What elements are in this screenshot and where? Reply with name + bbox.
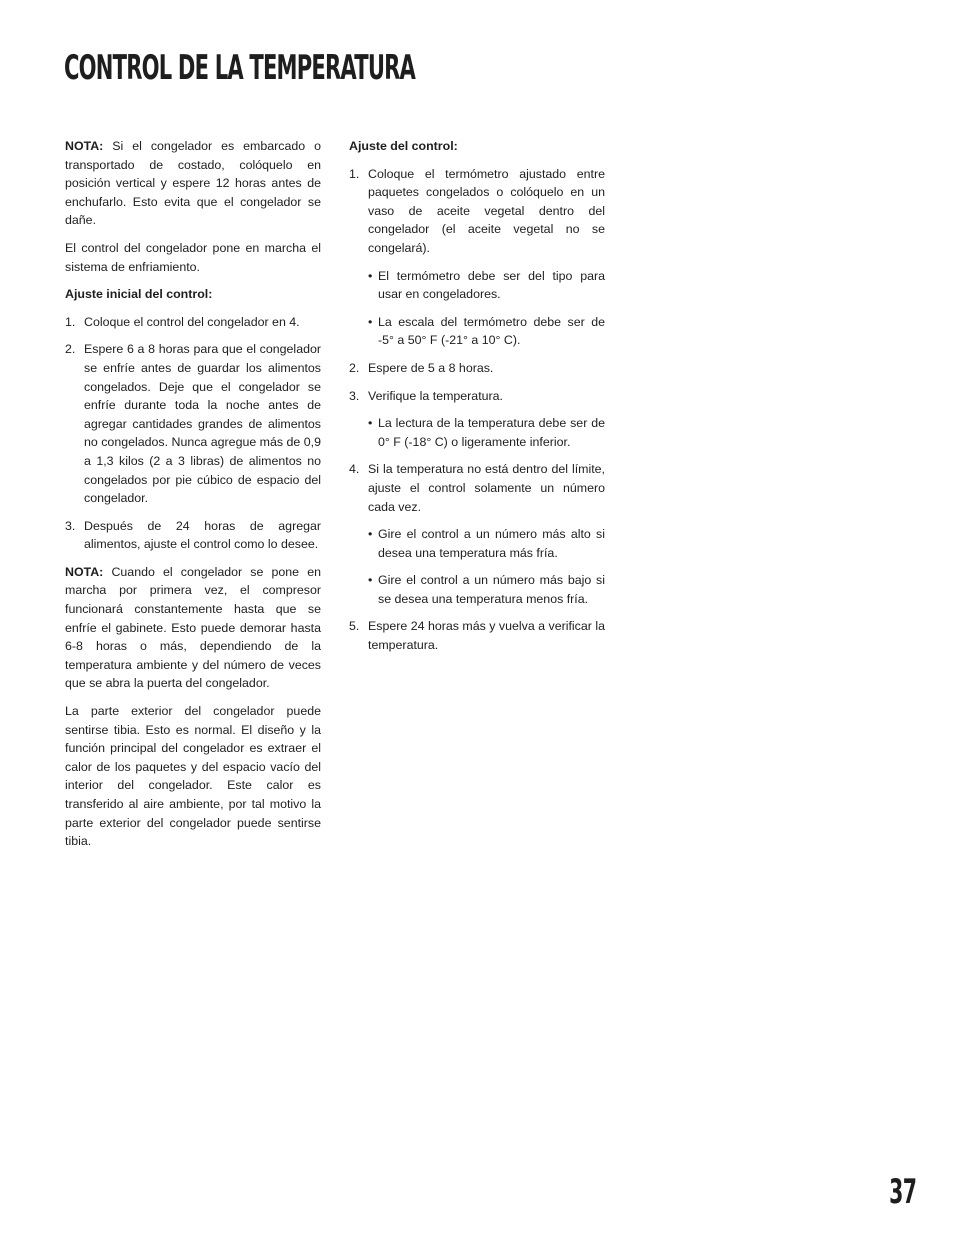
right-column xyxy=(349,137,605,664)
list-number: 1. xyxy=(65,314,76,329)
bullet-item xyxy=(368,267,605,304)
exterior-paragraph: La parte exterior del congelador puede sentirse tibia. Esto es normal. El diseño y la función principal del congelador es extraer el calor de los paquetes y del espacio vacío del interior del congelador. Este calor es transferido al aire ambiente, por tal motivo la parte exterior del congelador puede sentirse tibia. xyxy=(65,704,321,849)
list-number: 2. xyxy=(65,342,76,357)
note-text: Si el congelador es embarcado o transportado de costado, colóquelo en posición vertical y espere 12 horas antes de enchufarlo. Esto evita que el congelador se dañe. xyxy=(65,139,321,228)
list-text: Coloque el termómetro ajustado entre paquetes congelados o colóquelo en un vaso de aceite vegetal dentro del congelador (el aceite vegetal no se congelará). xyxy=(368,166,605,255)
bullet-icon: • xyxy=(368,416,373,431)
bullet-text: El termómetro debe ser del tipo para usar en congeladores. xyxy=(378,268,605,302)
bullet-icon: • xyxy=(368,268,373,283)
list-number: 3. xyxy=(65,518,76,533)
intro-paragraph: El control del congelador pone en marcha el sistema de enfriamiento. xyxy=(65,240,321,274)
bullet-icon: • xyxy=(368,527,373,542)
bullet-item xyxy=(368,571,605,608)
list-item xyxy=(349,387,605,406)
list-text: Espere de 5 a 8 horas. xyxy=(368,360,494,375)
list-text: Después de 24 horas de agregar alimentos, ajuste el control como lo desee. xyxy=(84,518,321,552)
list-number: 3. xyxy=(349,388,360,403)
list-text: Espere 24 horas más y vuelva a verificar la temperatura. xyxy=(368,619,605,653)
list-item xyxy=(349,165,605,258)
list-text: Si la temperatura no está dentro del límite, ajuste el control solamente un número cada vez. xyxy=(368,462,605,514)
note-text: Cuando el congelador se pone en marcha por primera vez, el compresor funcionará constantemente hasta que se enfríe el gabinete. Esto puede demorar hasta 6-8 horas o más, dependiendo de la temperatura ambiente y del número de veces que se abra la puerta del congelador. xyxy=(65,564,321,691)
list-text: Coloque el control del congelador en 4. xyxy=(84,314,300,329)
bullet-item xyxy=(368,414,605,451)
note-paragraph xyxy=(65,137,321,230)
page-number: 37 xyxy=(888,1172,916,1212)
bullet-item xyxy=(368,525,605,562)
list-item xyxy=(65,517,321,554)
list-text: Verifique la temperatura. xyxy=(368,388,503,403)
list-item xyxy=(65,313,321,332)
note-label: NOTA: xyxy=(65,139,104,153)
bullet-text: Gire el control a un número más bajo si se desea una temperatura menos fría. xyxy=(378,573,605,606)
list-item xyxy=(349,617,605,654)
section-heading-adjustment: Ajuste del control: xyxy=(349,139,458,153)
list-text: Espere 6 a 8 horas para que el congelador se enfríe antes de guardar los alimentos congelados. Deje que el congelador se enfríe durante toda la noche antes de agregar cantidades grandes de alimentos no congelados. Nunca agregue más de 0,9 a 1,3 kilos (2 a 3 libras) de alimentos no congelados por pie cúbico de espacio del congelador. xyxy=(84,342,321,506)
list-number: 5. xyxy=(349,619,360,634)
bullet-icon: • xyxy=(368,314,373,329)
list-item xyxy=(349,460,605,516)
page-title: CONTROL DE LA TEMPERATURA xyxy=(64,48,416,88)
list-number: 2. xyxy=(349,360,360,375)
section-heading-initial-setup: Ajuste inicial del control: xyxy=(65,287,213,302)
list-item xyxy=(349,359,605,378)
bullet-icon: • xyxy=(368,573,373,588)
list-item xyxy=(65,340,321,507)
bullet-text: La escala del termómetro debe ser de -5° a 50° F (-21° a 10° C). xyxy=(378,314,605,348)
bullet-text: La lectura de la temperatura debe ser de 0° F (-18° C) o ligeramente inferior. xyxy=(378,416,605,449)
list-number: 4. xyxy=(349,462,360,477)
note-paragraph xyxy=(65,563,321,693)
note-label: NOTA: xyxy=(65,564,104,579)
bullet-item xyxy=(368,313,605,350)
bullet-text: Gire el control a un número más alto si desea una temperatura más fría. xyxy=(378,527,605,560)
left-column xyxy=(65,137,321,860)
list-number: 1. xyxy=(349,166,360,181)
